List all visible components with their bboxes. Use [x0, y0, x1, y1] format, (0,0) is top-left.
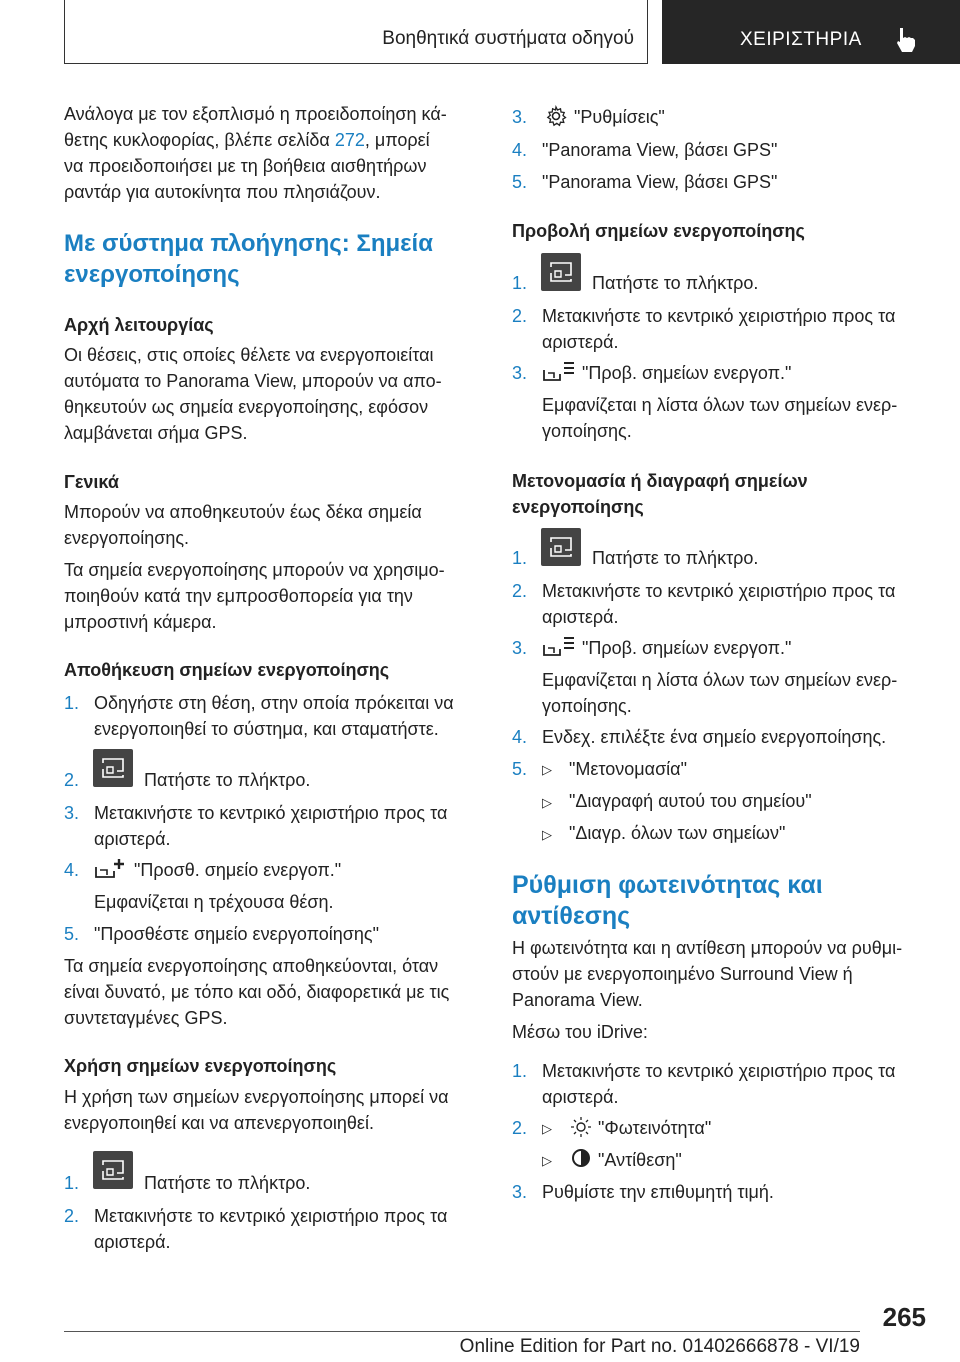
intro-line: να προειδοποιήσει με τη βοήθεια αισθητήρων	[64, 156, 427, 176]
step-text: Πατήστε το πλήκτρο.	[592, 548, 759, 568]
triangle-bullet-icon: ▷	[542, 762, 552, 777]
step-text: Ρυθμίστε την επιθυμητή τιμή.	[542, 1182, 774, 1202]
subheading-principle: Αρχή λειτουργίας	[64, 315, 214, 335]
step-text: "Αντίθεση"	[598, 1150, 682, 1170]
footer-divider	[64, 1331, 860, 1332]
step-text: αριστερά.	[94, 1232, 171, 1252]
subheading-save: Αποθήκευση σημείων ενεργοποίησης	[64, 660, 390, 680]
step-number: 2.	[64, 1206, 80, 1226]
step-text: "Panorama View, βάσει GPS"	[542, 172, 778, 192]
step-number: 2.	[512, 306, 528, 326]
camera-button-icon	[541, 528, 581, 566]
step-text: αριστερά.	[94, 829, 171, 849]
subheading-use: Χρήση σημείων ενεργοποίησης	[64, 1056, 337, 1076]
general-line: Μπορούν να αποθηκευτούν έως δέκα σημεία	[64, 502, 422, 522]
brightness-line: Panorama View.	[512, 990, 643, 1010]
section-title: Βοηθητικά συστήματα οδηγού	[382, 28, 634, 49]
step-text: αριστερά.	[542, 607, 619, 627]
step-text: Πατήστε το πλήκτρο.	[592, 273, 759, 293]
step-text: Μετακινήστε το κεντρικό χειριστήριο προς τα	[542, 581, 896, 601]
subheading-view: Προβολή σημείων ενεργοποίησης	[512, 221, 805, 241]
general-line: ενεργοποίησης.	[64, 528, 190, 548]
step-text: Πατήστε το πλήκτρο.	[144, 1173, 311, 1193]
step-text: "Panorama View, βάσει GPS"	[542, 140, 778, 160]
step-text: Μετακινήστε το κεντρικό χειριστήριο προς τα	[542, 1061, 896, 1081]
step-number: 1.	[64, 1173, 80, 1193]
sun-brightness-icon	[570, 1116, 592, 1138]
triangle-bullet-icon: ▷	[542, 827, 552, 842]
page-link[interactable]: 272	[334, 130, 365, 150]
step-number: 1.	[64, 693, 80, 713]
brightness-line: στούν με ενεργοποιημένο Surround View ή	[512, 964, 853, 984]
contrast-icon	[570, 1147, 592, 1169]
section-heading: αντίθεσης	[512, 902, 631, 930]
page-number: 265	[882, 1302, 926, 1332]
step-text: "Προσθέστε σημείο ενεργοποίησης"	[94, 924, 379, 944]
subheading-rename: Μετονομασία ή διαγραφή σημείων	[512, 471, 808, 491]
step-text: αριστερά.	[542, 1087, 619, 1107]
step-number: 3.	[512, 363, 528, 383]
chapter-title: ΧΕΙΡΙΣΤΗΡΙΑ	[740, 29, 862, 50]
step-text: Εμφανίζεται η λίστα όλων των σημείων ενερ-	[542, 670, 898, 690]
step-number: 4.	[512, 140, 528, 160]
step-text: ενεργοποιηθεί το σύστημα, και σταματήστε.	[94, 719, 439, 739]
step-number: 4.	[64, 860, 80, 880]
section-heading: ενεργοποίησης	[64, 261, 240, 288]
step-text: αριστερά.	[542, 332, 619, 352]
intro-line: Ανάλογα με τον εξοπλισμό η προειδοποίηση κά-	[64, 104, 447, 124]
step-text: Εμφανίζεται η τρέχουσα θέση.	[94, 892, 334, 912]
step-text: Πατήστε το πλήκτρο.	[144, 770, 311, 790]
step-text: γοποίησης.	[542, 696, 632, 716]
step-number: 2.	[64, 770, 80, 790]
step-number: 2.	[512, 1118, 528, 1138]
triangle-bullet-icon: ▷	[542, 1153, 552, 1168]
step-number: 5.	[64, 924, 80, 944]
step-text: Οδηγήστε στη θέση, στην οποία πρόκειται να	[94, 693, 454, 713]
step-text: Μετακινήστε το κεντρικό χειριστήριο προς τα	[94, 803, 448, 823]
step-number: 2.	[512, 581, 528, 601]
camera-button-icon	[93, 1151, 133, 1189]
step-number: 3.	[64, 803, 80, 823]
step-text: "Ρυθμίσεις"	[574, 107, 665, 127]
camera-button-icon	[541, 253, 581, 291]
step-text: "Προβ. σημείων ενεργοπ."	[582, 363, 792, 383]
hand-pointer-icon	[894, 26, 920, 54]
subheading-rename: ενεργοποίησης	[512, 497, 644, 517]
step-text: "Διαγραφή αυτού του σημείου"	[569, 791, 812, 811]
step-text: "Προβ. σημείων ενεργοπ."	[582, 638, 792, 658]
step-number: 3.	[512, 1182, 528, 1202]
triangle-bullet-icon: ▷	[542, 795, 552, 810]
step-number: 1.	[512, 1061, 528, 1081]
step-number: 5.	[512, 759, 528, 779]
step-text: "Προσθ. σημείο ενεργοπ."	[134, 860, 342, 880]
step-number: 1.	[512, 273, 528, 293]
edition-note: Online Edition for Part no. 01402666878 - VI/19	[459, 1336, 860, 1357]
use-line: Η χρήση των σημείων ενεργοποίησης μπορεί να	[64, 1087, 449, 1107]
step-text: Εμφανίζεται η λίστα όλων των σημείων ενερ-	[542, 395, 898, 415]
step-text: γοποίησης.	[542, 421, 632, 441]
general-line: Τα σημεία ενεργοποίησης μπορούν να χρησιμο-	[64, 560, 445, 580]
step-text: Ενδεχ. επιλέξτε ένα σημείο ενεργοποίησης.	[542, 727, 887, 747]
save-note-line: Τα σημεία ενεργοποίησης αποθηκεύονται, όταν	[64, 956, 439, 976]
add-point-icon	[94, 857, 128, 881]
step-text: "Μετονομασία"	[569, 759, 687, 779]
principle-line: λαμβάνεται σήμα GPS.	[64, 423, 248, 443]
triangle-bullet-icon: ▷	[542, 1121, 552, 1136]
brightness-line: Η φωτεινότητα και η αντίθεση μπορούν να ρυθμι-	[512, 938, 903, 958]
section-heading: Ρύθμιση φωτεινότητας και	[512, 871, 823, 899]
step-text: "Διαγρ. όλων των σημείων"	[569, 823, 786, 843]
step-text: "Φωτεινότητα"	[598, 1118, 712, 1138]
intro-line: ραντάρ για αυτοκίνητα που πλησιάζουν.	[64, 182, 381, 202]
step-text: Μετακινήστε το κεντρικό χειριστήριο προς τα	[94, 1206, 448, 1226]
general-line: μπροστινή κάμερα.	[64, 612, 217, 632]
subheading-general: Γενικά	[64, 472, 119, 492]
list-points-icon	[542, 360, 576, 384]
section-heading: Με σύστημα πλοήγησης: Σημεία	[64, 230, 433, 257]
step-number: 5.	[512, 172, 528, 192]
step-number: 4.	[512, 727, 528, 747]
use-line: ενεργοποιηθεί και να απενεργοποιηθεί.	[64, 1113, 374, 1133]
step-number: 3.	[512, 638, 528, 658]
save-note-line: συντεταγμένες GPS.	[64, 1008, 228, 1028]
general-line: ποιηθούν κατά την εμπροσθοπορεία για την	[64, 586, 413, 606]
principle-line: Οι θέσεις, στις οποίες θέλετε να ενεργοποιείται	[64, 345, 434, 365]
camera-button-icon	[93, 749, 133, 787]
principle-line: αυτόματα το Panorama View, μπορούν να απο-	[64, 371, 442, 391]
save-note-line: είναι δυνατό, με τόπο και οδό, διαφορετικά με τις	[64, 982, 450, 1002]
step-number: 3.	[512, 107, 528, 127]
step-text: Μετακινήστε το κεντρικό χειριστήριο προς τα	[542, 306, 896, 326]
list-points-icon	[542, 635, 576, 659]
via-idrive: Μέσω του iDrive:	[512, 1022, 648, 1042]
gear-icon	[545, 105, 567, 127]
intro-line: θετης κυκλοφορίας, βλέπε σελίδα 272, μπορεί	[64, 130, 430, 150]
principle-line: θηκευτούν ως σημεία ενεργοποίησης, εφόσον	[64, 397, 429, 417]
step-number: 1.	[512, 548, 528, 568]
